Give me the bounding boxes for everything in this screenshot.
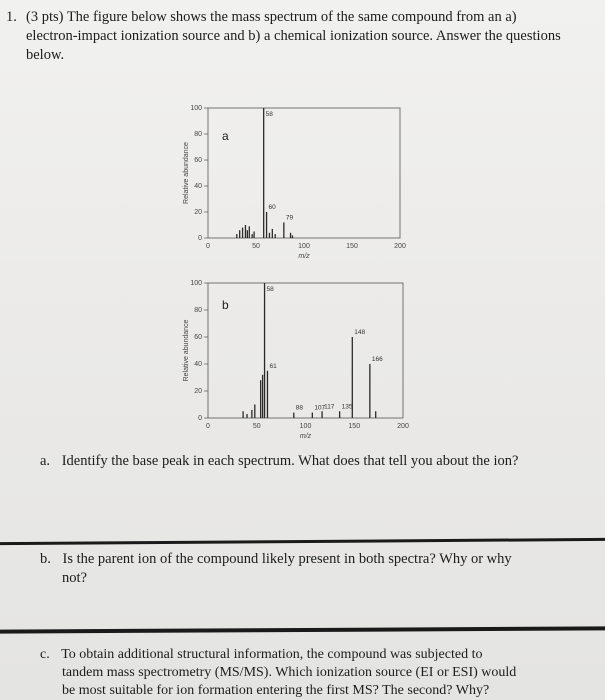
b-ytick-label: 100 xyxy=(190,280,202,287)
b-ytick-label: 0 xyxy=(198,415,202,422)
b-x-axis-title: m/z xyxy=(299,433,312,440)
b-panel-letter: b xyxy=(222,298,229,312)
b-ytick-label: 60 xyxy=(194,334,202,341)
question-a xyxy=(40,452,518,471)
spectrum-b-chart xyxy=(170,275,415,450)
b-y-axis-title: Relative abundance xyxy=(183,319,190,382)
spectrum-a xyxy=(170,100,410,265)
b-peak-label: 107 xyxy=(314,404,326,412)
b-ytick-label: 20 xyxy=(194,388,202,395)
a-peak-label: 58 xyxy=(265,111,273,118)
spectrum-b xyxy=(170,275,415,450)
a-y-axis-title: Relative abundance xyxy=(183,142,190,204)
question-b xyxy=(40,550,600,588)
spectrum-a-chart xyxy=(170,100,410,265)
a-x-axis-title: m/z xyxy=(298,253,310,260)
section-divider xyxy=(0,538,605,545)
a-xtick-label: 100 xyxy=(298,243,310,250)
question-b-letter: b. xyxy=(40,551,51,567)
b-peak-label: 148 xyxy=(354,329,366,336)
a-panel-letter: a xyxy=(222,129,229,143)
b-peak-label: 117 xyxy=(324,403,335,411)
question-c-line3: be most suitable for ion formation entering the first MS? The second? Why? xyxy=(62,683,490,698)
question-c-letter: c. xyxy=(40,647,50,662)
b-peak-label: 58 xyxy=(266,286,274,293)
b-peak-label: 88 xyxy=(295,404,304,412)
a-ytick-label: 40 xyxy=(194,183,202,190)
b-xtick-label: 50 xyxy=(252,423,261,430)
a-xtick-label: 50 xyxy=(252,243,260,250)
a-plot-frame xyxy=(208,108,400,238)
question-c-line2: tandem mass spectrometry (MS/MS). Which ionization source (EI or ESI) would xyxy=(62,665,517,680)
question-c xyxy=(40,646,600,700)
a-xtick-label: 0 xyxy=(206,243,210,250)
a-xtick-label: 200 xyxy=(394,243,406,250)
b-peak-label: 135 xyxy=(341,403,353,411)
b-peak-label: 166 xyxy=(371,356,383,363)
b-xtick-label: 0 xyxy=(206,423,210,430)
a-xtick-label: 150 xyxy=(346,243,358,250)
a-ytick-label: 60 xyxy=(194,157,202,164)
section-divider xyxy=(0,626,605,633)
b-xtick-label: 100 xyxy=(299,423,312,430)
question-a-letter: a. xyxy=(40,453,51,469)
question-number: 1. xyxy=(6,9,17,25)
b-xtick-label: 150 xyxy=(348,423,361,430)
question-b-line1: Is the parent ion of the compound likely present in both spectra? Why or why xyxy=(62,551,512,567)
a-ytick-label: 80 xyxy=(194,131,202,138)
question-a-text: Identify the base peak in each spectrum. What does that tell you about the ion? xyxy=(61,453,519,469)
b-ytick-label: 40 xyxy=(194,361,202,368)
b-plot-frame xyxy=(208,283,403,418)
a-peak-label: 60 xyxy=(268,204,276,211)
a-ytick-label: 20 xyxy=(194,209,202,216)
a-peak-label: 79 xyxy=(285,214,294,222)
question-b-line2: not? xyxy=(62,570,87,586)
question-prompt: (3 pts) The figure below shows the mass spectrum of the same compound from an a) electron-impact ionization source and b) a chemical ionization source. Answer the questions below. xyxy=(26,9,561,63)
a-ytick-label: 100 xyxy=(190,105,202,112)
b-peak-label: 61 xyxy=(269,362,277,370)
b-ytick-label: 80 xyxy=(194,307,202,314)
question-c-line1: To obtain additional structural information, the compound was subjected to xyxy=(61,647,483,662)
a-ytick-label: 0 xyxy=(198,235,202,242)
b-xtick-label: 200 xyxy=(397,423,409,430)
